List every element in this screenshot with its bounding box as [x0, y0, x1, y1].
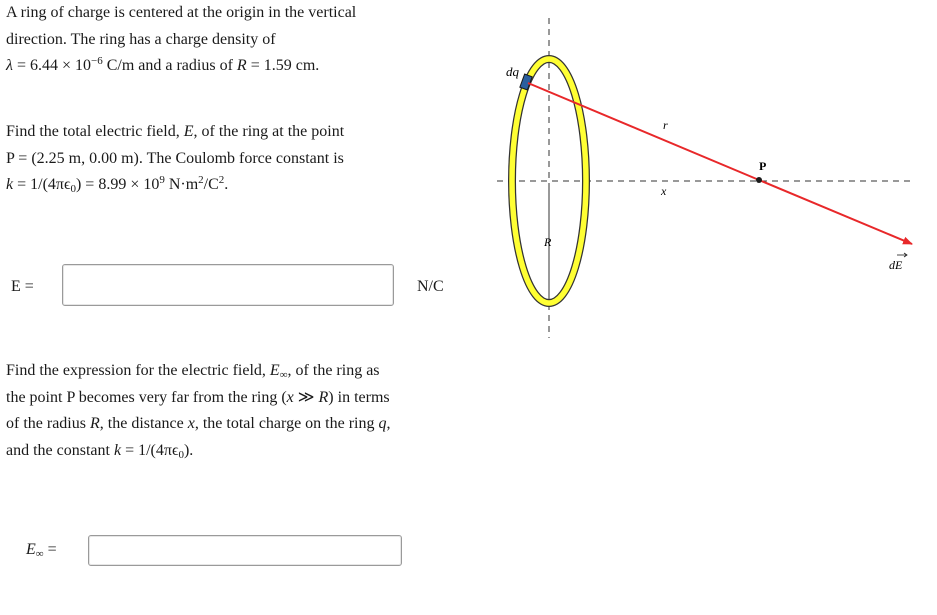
- point-p: [756, 177, 762, 183]
- problem-statement-field: Find the total electric field, E, of the ring at the point P = (2.25 m, 0.00 m). The Coulomb force constant is $k = 1/(4\pi\epsilon_0) = 8.99 \times 10^9$ $N\cdot m^2/C^2$.: [6, 123, 345, 195]
- label-p: P: [759, 159, 767, 173]
- problem-statement-ring: A ring of charge is centered at the origin in the vertical direction. The ring has a charge density of $\lambda = 6.44 \times 10^{-6}$ C/m and a radius of R = 1.59 cm.: [6, 4, 357, 74]
- dq-element: [520, 74, 532, 90]
- de-vector-arrow: [759, 180, 912, 244]
- label-de: dE: [889, 258, 903, 272]
- r-vector-line: [528, 83, 759, 180]
- label-r-radius: R: [544, 235, 552, 249]
- answer-e-label: E =: [11, 278, 34, 295]
- answer-e-unit: N/C: [417, 278, 444, 295]
- problem-statement-far-field: Find the expression for the electric field, $E_\infty$, of the ring as the point P becomes very far from the ring (x ≫ R) in terms of the radius R, the distance x, the total charge on the ring q, and the constant $k = 1/(4\pi\epsilon_0)$.: [6, 362, 391, 461]
- answer-einf-label: $E_\infty$ =: [26, 541, 57, 560]
- label-dq: dq: [506, 64, 519, 79]
- label-r: r: [663, 118, 668, 132]
- label-x: x: [661, 184, 667, 198]
